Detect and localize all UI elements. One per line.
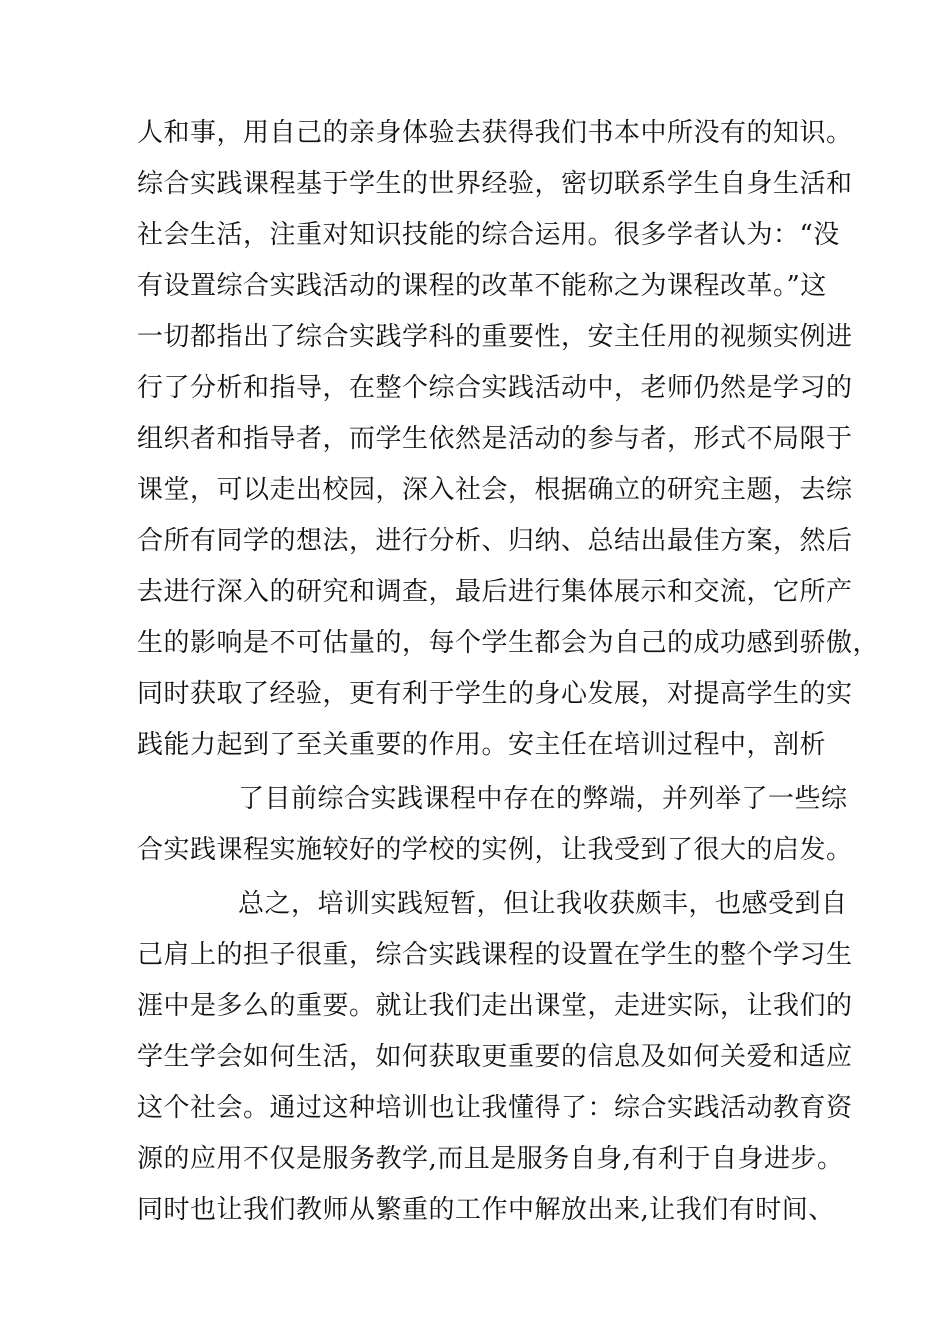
text-line: 同时也让我们教师从繁重的工作中解放出来,让我们有时间、 — [137, 1195, 835, 1225]
text-line: 源的应用不仅是服务教学,而且是服务自身,有利于自身进步。 — [137, 1144, 844, 1174]
text-line: 有设置综合实践活动的课程的改革不能称之为课程改革。”这 — [137, 271, 827, 301]
text-line: 课堂，可以走出校园，深入社会，根据确立的研究主题，去综 — [137, 475, 853, 505]
text-line: 学生学会如何生活，如何获取更重要的信息及如何关爱和适应 — [137, 1042, 853, 1072]
body-text — [0, 108, 950, 1236]
text-line: 一切都指出了综合实践学科的重要性，安主任用的视频实例进 — [137, 322, 853, 352]
text-line: 综合实践课程基于学生的世界经验，密切联系学生自身生活和 — [137, 169, 853, 199]
text-line: 组织者和指导者，而学生依然是活动的参与者，形式不局限于 — [137, 424, 853, 454]
text-line: 同时获取了经验，更有利于学生的身心发展，对提高学生的实 — [137, 679, 853, 709]
text-line: 生的影响是不可估量的，每个学生都会为自己的成功感到骄傲， — [137, 628, 880, 658]
text-line: 这个社会。通过这种培训也让我懂得了：综合实践活动教育资 — [137, 1093, 853, 1123]
text-line: 合所有同学的想法，进行分析、归纳、总结出最佳方案，然后 — [137, 526, 853, 556]
text-line: 行了分析和指导，在整个综合实践活动中，老师仍然是学习的 — [137, 373, 853, 403]
text-line: 社会生活，注重对知识技能的综合运用。很多学者认为：“没 — [137, 220, 840, 250]
text-line: 去进行深入的研究和调查，最后进行集体展示和交流，它所产 — [137, 577, 853, 607]
text-line: 合实践课程实施较好的学校的实例，让我受到了很大的启发。 — [137, 835, 853, 865]
paragraph-start: 总之，培训实践短暂，但让我收获颇丰，也感受到自 — [238, 889, 848, 919]
text-line: 己肩上的担子很重，综合实践课程的设置在学生的整个学习生 — [137, 940, 853, 970]
text-line: 践能力起到了至关重要的作用。安主任在培训过程中，剖析 — [137, 730, 827, 760]
text-line-indented: 了目前综合实践课程中存在的弊端，并列举了一些综 — [238, 784, 848, 814]
text-line: 涯中是多么的重要。就让我们走出课堂，走进实际，让我们的 — [137, 991, 853, 1021]
text-line: 人和事，用自己的亲身体验去获得我们书本中所没有的知识。 — [137, 118, 853, 148]
